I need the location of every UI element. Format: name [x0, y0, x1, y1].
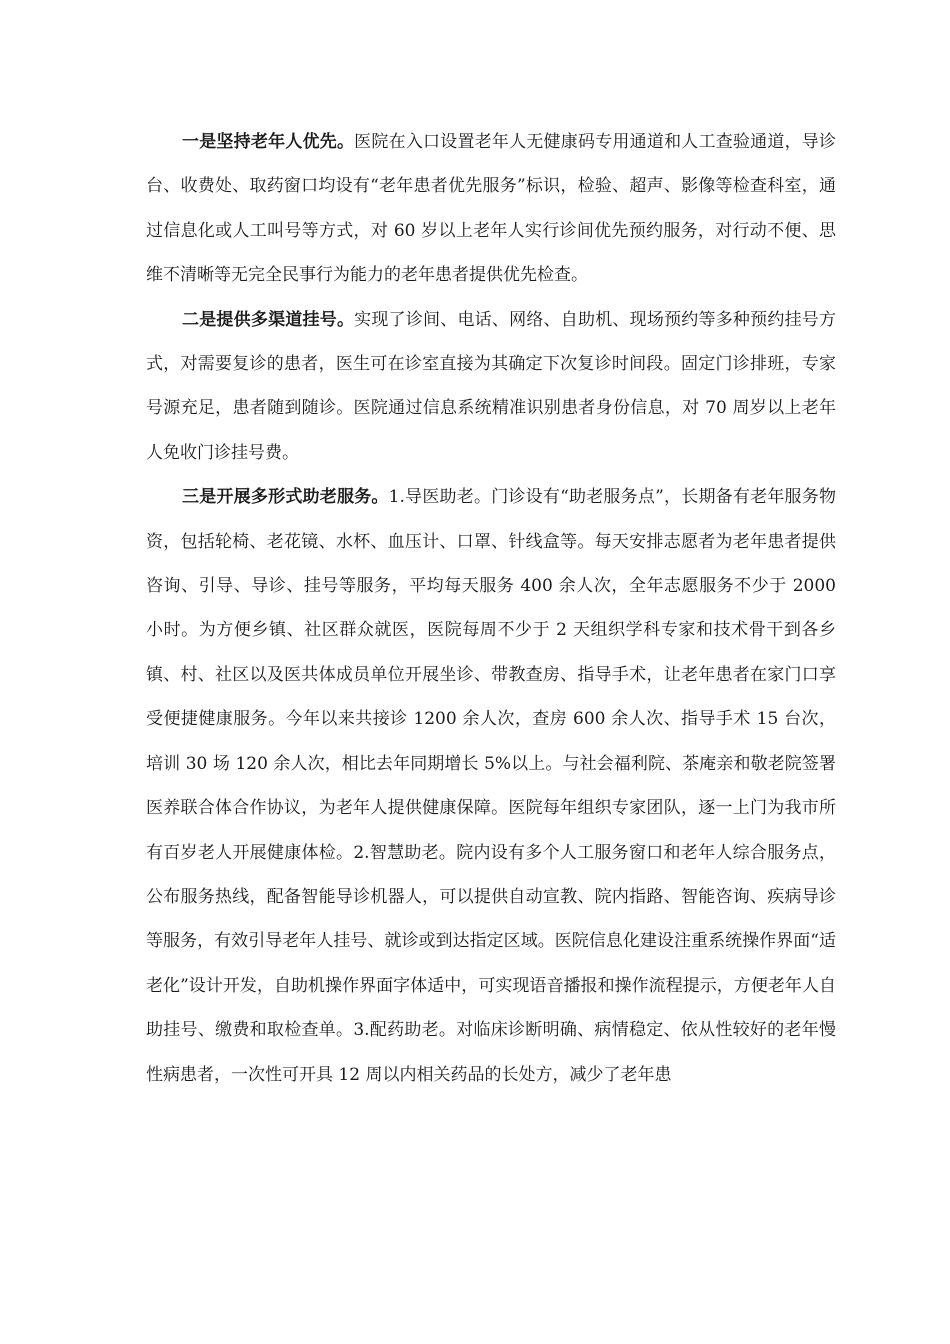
paragraph-text: 实现了诊间、电话、网络、自助机、现场预约等多种预约挂号方式，对需要复诊的患者，医生可在诊室直接为其确定下次复诊时间段。固定门诊排班，专家号源充足，患者随到随诊。医院通过信息系统精准识别患者身份信息，对 70 周岁以上老年人免收门诊挂号费。: [146, 309, 837, 463]
document-body: [146, 120, 836, 1097]
paragraph-text: 医院在入口设置老年人无健康码专用通道和人工查验通道，导诊台、收费处、取药窗口均设有“老年患者优先服务”标识，检验、超声、影像等检查科室，通过信息化或人工叫号等方式，对 60 岁以上老年人实行诊间优先预约服务，对行动不便、思维不清晰等无完全民事行为能力的老年患者提供优先检查。: [146, 132, 837, 286]
paragraph-multichannel-registration: [146, 298, 836, 476]
paragraph-lead: 三是开展多形式助老服务。: [182, 487, 389, 508]
paragraph-elderly-assistance: [146, 475, 836, 1097]
paragraph-text: 1.导医助老。门诊设有“助老服务点”，长期备有老年服务物资，包括轮椅、老花镜、水杯、血压计、口罩、针线盒等。每天安排志愿者为老年患者提供咨询、引导、导诊、挂号等服务，平均每天服务 400 余人次，全年志愿服务不少于 2000 小时。为方便乡镇、社区群众就医，医院每周不少于 2 天组织学科专家和技术骨干到各乡镇、村、社区以及医共体成员单位开展坐诊、带教查房、指导手术，让老年患者在家门口享受便捷健康服务。今年以来共接诊 1200 余人次，查房 600 余人次、指导手术 15 台次，培训 30 场 120 余人次，相比去年同期增长 5%以上。与社会福利院、茶庵亲和敬老院签署医养联合体合作协议，为老年人提供健康保障。医院每年组织专家团队，逐一上门为我市所有百岁老人开展健康体检。2.智慧助老。院内设有多个人工服务窗口和老年人综合服务点，公布服务热线，配备智能导诊机器人，可以提供自动宣教、院内指路、智能咨询、疾病导诊等服务，有效引导老年人挂号、就诊或到达指定区域。医院信息化建设注重系统操作界面“适老化”设计开发，自助机操作界面字体适中，可实现语音播报和操作流程提示，方便老年人自助挂号、缴费和取检查单。3.配药助老。对临床诊断明确、病情稳定、依从性较好的老年慢性病患者，一次性可开具 12 周以内相关药品的长处方，减少了老年患: [146, 487, 836, 1085]
paragraph-lead: 二是提供多渠道挂号。: [182, 309, 355, 330]
paragraph-elderly-priority: [146, 120, 836, 298]
paragraph-lead: 一是坚持老年人优先。: [182, 132, 355, 152]
